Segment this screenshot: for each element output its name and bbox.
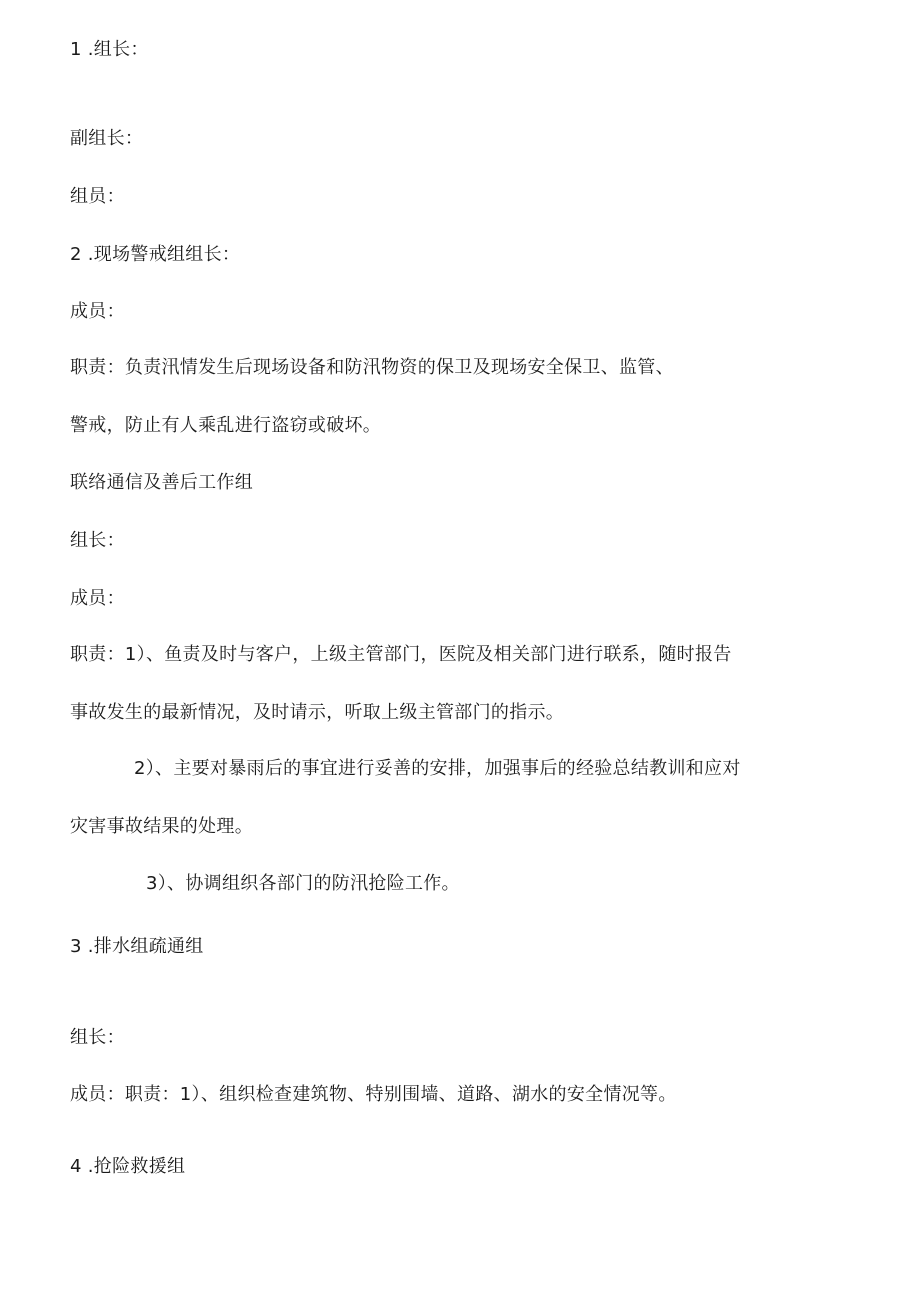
deputy-leader: 副组长： — [70, 128, 144, 149]
comm-duty-2-line-1: 2）、主要对暴雨后的事宜进行妥善的安排，加强事后的经验总结教训和应对 — [134, 758, 741, 779]
guard-duty-line-1: 职责：负责汛情发生后现场设备和防汛物资的保卫及现场安全保卫、监管、 — [70, 357, 674, 378]
comm-duty-2-line-2: 灾害事故结果的处理。 — [70, 816, 253, 837]
comm-leader: 组长： — [70, 530, 125, 551]
item-2-guard-leader: 2 .现场警戒组组长： — [70, 244, 241, 265]
drainage-leader: 组长： — [70, 1027, 125, 1048]
drainage-members-duty: 成员：职责：1）、组织检查建筑物、特别围墙、道路、湖水的安全情况等。 — [70, 1084, 677, 1105]
comm-duty-line-2: 事故发生的最新情况，及时请示，听取上级主管部门的指示。 — [70, 702, 565, 723]
comm-duty-3: 3）、协调组织各部门的防汛抢险工作。 — [146, 873, 460, 894]
guard-duty-line-2: 警戒，防止有人乘乱进行盗窃或破坏。 — [70, 415, 382, 436]
comm-duty-line-1: 职责：1）、鱼责及时与客户，上级主管部门，医院及相关部门进行联系，随时报告 — [70, 644, 732, 665]
item-1-leader: 1 .组长： — [70, 39, 149, 60]
item-4-rescue-group: 4 .抢险救援组 — [70, 1156, 186, 1177]
members: 组员： — [70, 186, 125, 207]
guard-members: 成员： — [70, 301, 125, 322]
item-3-drainage-group: 3 .排水组疏通组 — [70, 936, 204, 957]
comm-group-title: 联络通信及善后工作组 — [70, 472, 253, 493]
comm-members: 成员： — [70, 588, 125, 609]
